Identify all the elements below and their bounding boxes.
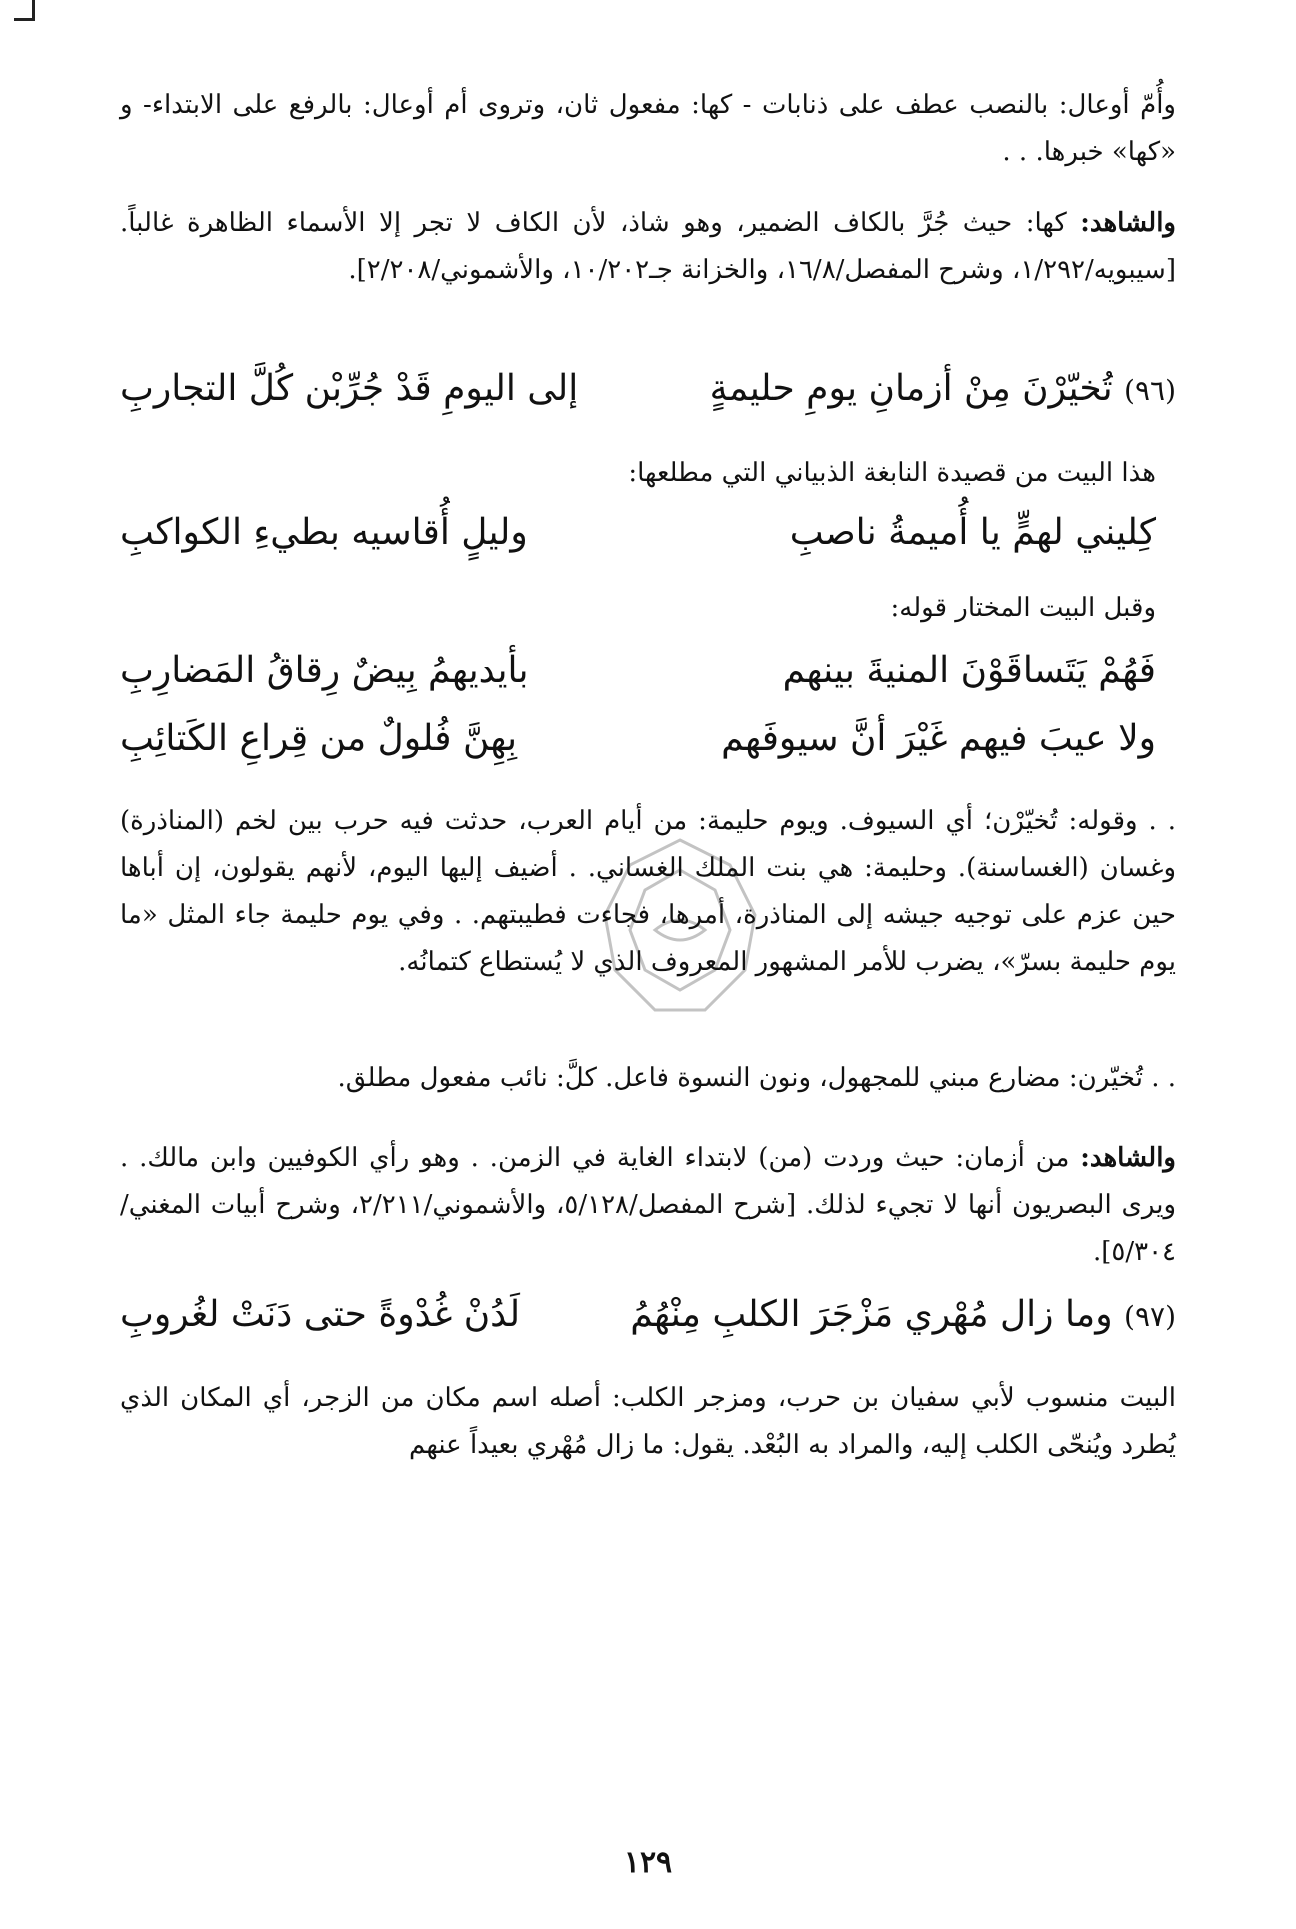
verse-hemistich-first: ولا عيبَ فيهم غَيْرَ أنَّ سيوفَهم [721, 718, 1156, 759]
paragraph-text: البيت منسوب لأبي سفيان بن حرب، ومزجر الكلب: أصله اسم مكان من الزجر، أي المكان الذي يُطرد ويُنحّى الكلب إليه، والمراد به البُعْد. يقول: ما زال مُهْري بعيداً عنهم [120, 1383, 1176, 1460]
page-border-corner [14, 0, 35, 21]
verse-hemistich-second: بأيديهمُ بِيضٌ رِقاقُ المَضارِبِ [120, 650, 529, 691]
paragraph-grammar [120, 1055, 1176, 1102]
verse-hemistich-second: بِهِنَّ فُلولٌ من قِراعِ الكَتائِبِ [120, 718, 517, 759]
paragraph-text: وأُمّ أوعال: بالنصب عطف على ذنابات - كها: مفعول ثان، وتروى أم أوعال: بالرفع على الابتداء- و «كها» خبرها. . . [120, 90, 1176, 167]
verse-hemistich-second: لَدُنْ غُدْوةً حتى دَنَتْ لغُروبِ [120, 1294, 521, 1335]
paragraph-text: . . وقوله: تُخيّرْن؛ أي السيوف. ويوم حليمة: من أيام العرب، حدثت فيه حرب بين لخم (المناذرة) وغسان (الغساسنة). وحليمة: هي بنت الملك الغساني. . أضيف إليها اليوم، لأنهم يقولون، إن أباها حين عزم على توجيه جيشه إلى المناذرة، أمرها، فجاءت فطيبتهم. . وفي يوم حليمة جاء المثل «ما يوم حليمة بسرّ»، يضرب للأمر المشهور المعروف الذي لا يُستطاع كتمانُه. [120, 806, 1176, 977]
verse-hemistich-second: وليلٍ أُقاسيه بطيءِ الكواكبِ [120, 512, 528, 553]
verse-before-2 [120, 718, 1176, 778]
verse-before-1 [120, 650, 1176, 710]
verse-hemistich-second: إلى اليومِ قَدْ جُرِّبْن كُلَّ التجاربِ [120, 368, 579, 409]
verse-hemistich-first: كِليني لهمٍّ يا أُميمةُ ناصبِ [789, 512, 1156, 553]
shahid-label: والشاهد: [1080, 1143, 1176, 1173]
verse-number: (٩٧) [1124, 1300, 1176, 1333]
paragraph-text: من أزمان: حيث وردت (من) لابتداء الغاية في الزمن. . وهو رأي الكوفيين وابن مالك. . ويرى البصريون أنها لا تجيء لذلك. [شرح المفصل/٥/١٢٨، والأشموني/٢/٢١١، وشرح أبيات المغني/٥/٣٠٤]. [120, 1143, 1176, 1267]
paragraph-text: كها: حيث جُرَّ بالكاف الضمير، وهو شاذ، لأن الكاف لا تجر إلا الأسماء الظاهرة غالباً. [سيبويه/١/٢٩٢، وشرح المفصل/١٦/٨، والخزانة جـ١٠/٢٠٢، والأشموني/٢/٢٠٨]. [120, 208, 1176, 285]
verse-opening [120, 512, 1176, 572]
verse-hemistich-first: وما زال مُهْري مَزْجَرَ الكلبِ مِنْهُمُ [630, 1294, 1113, 1335]
verse-hemistich-first: تُخيّرْنَ مِنْ أزمانِ يومِ حليمةٍ [709, 368, 1113, 409]
verse-96 [120, 368, 1176, 428]
page-number: ١٢٩ [623, 1845, 673, 1880]
paragraph-text: . . تُخيّرن: مضارع مبني للمجهول، ونون النسوة فاعل. كلَّ: نائب مفعول مطلق. [337, 1063, 1176, 1093]
verse-hemistich-first: فَهُمْ يَتَساقَوْنَ المنيةَ بينهم [782, 650, 1156, 691]
paragraph-shahid-2 [120, 1135, 1176, 1276]
paragraph-qasida-intro [120, 450, 1176, 497]
paragraph-shahid-1 [120, 200, 1176, 294]
shahid-label: والشاهد: [1080, 208, 1176, 238]
verse-97 [120, 1294, 1176, 1354]
paragraph-attribution [120, 1375, 1176, 1469]
paragraph-before-verse [120, 585, 1176, 632]
paragraph-text: وقبل البيت المختار قوله: [890, 593, 1156, 623]
verse-number: (٩٦) [1124, 374, 1176, 407]
paragraph-awal [120, 82, 1176, 176]
paragraph-text: هذا البيت من قصيدة النابغة الذبياني التي مطلعها: [628, 458, 1156, 488]
paragraph-commentary [120, 798, 1176, 986]
